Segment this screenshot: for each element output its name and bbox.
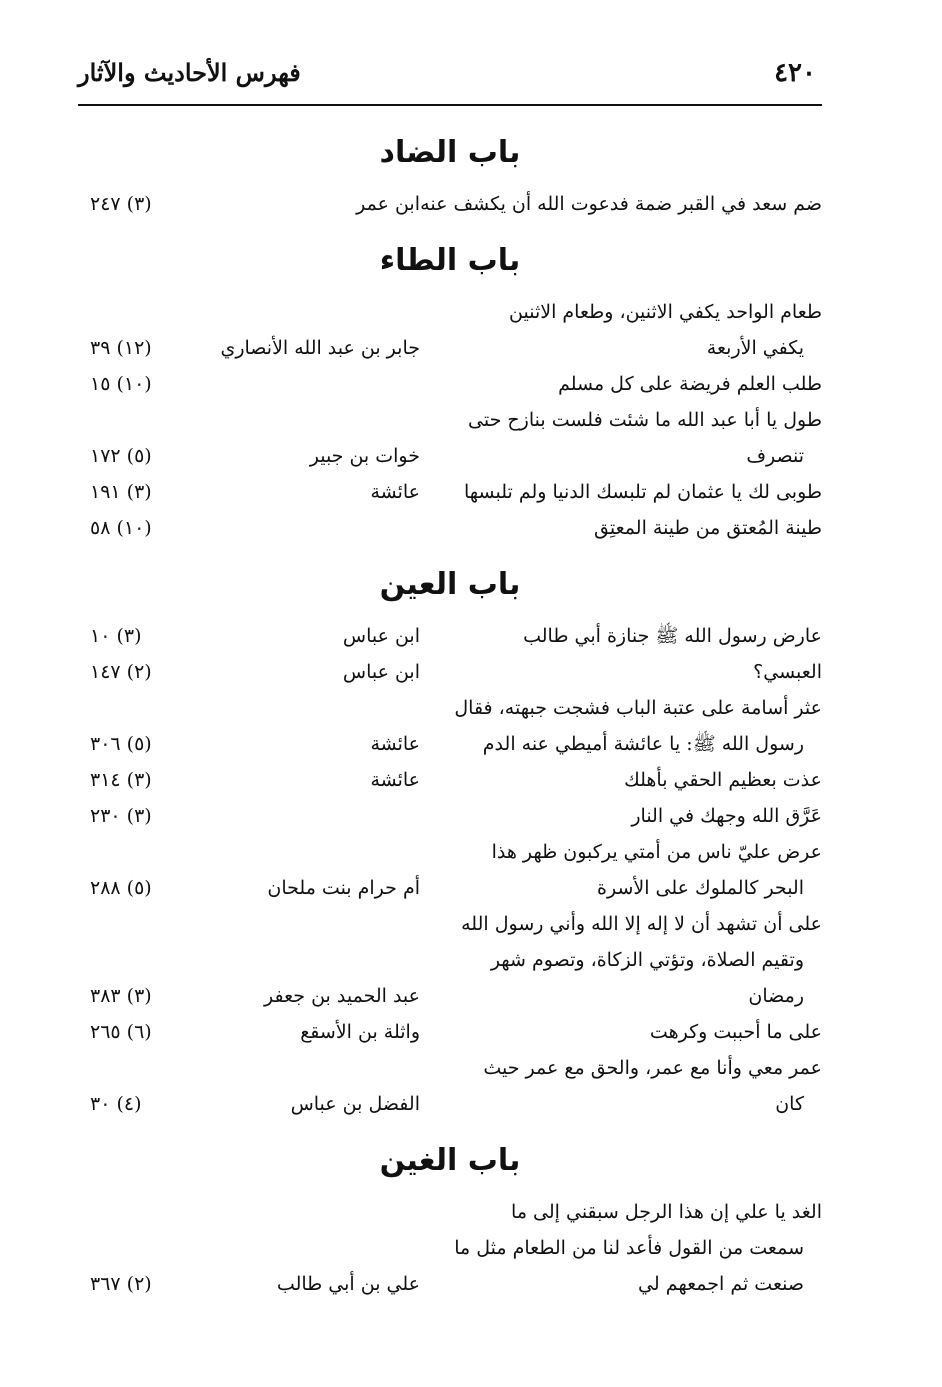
hadith-line: الغد يا علي إن هذا الرجل سبقني إلى ما	[511, 1201, 822, 1223]
narrator: الفضل بن عباس	[290, 1093, 420, 1115]
hadith-line: طول يا أبا عبد الله ما شئت فلست بنازح حتى	[468, 409, 822, 431]
volume-page-ref: (٦) ٢٦٥	[90, 1021, 152, 1043]
hadith-text	[450, 654, 822, 690]
hadith-text	[450, 294, 822, 366]
index-entry	[78, 690, 822, 762]
hadith-line: كان	[775, 1093, 804, 1115]
narrator: ابن عباس	[342, 661, 420, 683]
index-entry	[78, 762, 822, 798]
hadith-line: طوبى لك يا عثمان لم تلبسك الدنيا ولم تلبسها	[463, 481, 822, 503]
index-entry	[78, 510, 822, 546]
index-entry	[78, 906, 822, 1014]
hadith-line: عارض رسول الله ﷺ جنازة أبي طالب	[523, 625, 822, 647]
running-header	[78, 58, 820, 98]
hadith-text	[450, 1194, 822, 1302]
volume-page-ref: (٣) ١٠	[90, 625, 142, 647]
hadith-line: العبسي؟	[753, 661, 822, 683]
narrator: واثلة بن الأسقع	[300, 1021, 420, 1043]
hadith-text	[450, 906, 822, 1014]
narrator: عائشة	[370, 481, 420, 503]
index-section	[78, 128, 822, 222]
hadith-text	[450, 510, 822, 546]
narrator: ابن عباس	[342, 625, 420, 647]
header-rule	[78, 104, 822, 106]
hadith-text	[450, 402, 822, 474]
hadith-text	[450, 762, 822, 798]
hadith-line: صنعت ثم اجمعهم لي	[638, 1273, 804, 1295]
index-section	[78, 1122, 822, 1302]
hadith-line: عَرَّق الله وجهك في النار	[631, 805, 822, 827]
index-entry	[78, 1050, 822, 1122]
index-entry	[78, 186, 822, 222]
index-entry	[78, 1194, 822, 1302]
index-entry	[78, 654, 822, 690]
narrator: خوات بن جبير	[309, 445, 420, 467]
hadith-text	[450, 618, 822, 654]
hadith-text	[450, 366, 822, 402]
hadith-line: رمضان	[748, 985, 804, 1007]
hadith-line: طعام الواحد يكفي الاثنين، وطعام الاثنين	[509, 301, 822, 323]
hadith-text	[450, 798, 822, 834]
section-title: باب الطاء	[379, 243, 521, 278]
index-entry	[78, 1014, 822, 1050]
volume-page-ref: (٣) ٢٣٠	[90, 805, 152, 827]
section-title: باب العين	[379, 567, 521, 602]
hadith-line: وتقيم الصلاة، وتؤتي الزكاة، وتصوم شهر	[490, 949, 804, 971]
index-entry	[78, 402, 822, 474]
hadith-line: يكفي الأربعة	[706, 337, 804, 359]
section-gap	[78, 546, 822, 560]
narrator: عائشة	[370, 733, 420, 755]
hadith-line: عرض عليّ ناس من أمتي يركبون ظهر هذا	[491, 841, 822, 863]
hadith-line: رسول الله ﷺ: يا عائشة أميطي عنه الدم	[482, 733, 804, 755]
hadith-line: عمر معي وأنا مع عمر، والحق مع عمر حيث	[483, 1057, 822, 1079]
narrator: أم حرام بنت ملحان	[267, 877, 420, 899]
index-entry	[78, 294, 822, 366]
volume-page-ref: (١٠) ٥٨	[90, 517, 152, 539]
volume-page-ref: (٢) ١٤٧	[90, 661, 152, 683]
hadith-line: طلب العلم فريضة على كل مسلم	[558, 373, 822, 395]
hadith-line: سمعت من القول فأعد لنا من الطعام مثل ما	[454, 1237, 804, 1259]
hadith-text	[450, 1014, 822, 1050]
running-title: فهرس الأحاديث والآثار	[78, 58, 301, 87]
hadith-line: عثر أسامة على عتبة الباب فشجت جبهته، فقال	[454, 697, 822, 719]
volume-page-ref: (٤) ٣٠	[90, 1093, 142, 1115]
index-entry	[78, 834, 822, 906]
index-content	[78, 128, 822, 1302]
hadith-text	[420, 186, 822, 222]
narrator: عبد الحميد بن جعفر	[264, 985, 420, 1007]
hadith-line: على ما أحببت وكرهت	[649, 1021, 822, 1043]
section-gap	[78, 1122, 822, 1136]
hadith-text	[450, 474, 822, 510]
volume-page-ref: (٣) ١٩١	[90, 481, 152, 503]
index-entry	[78, 366, 822, 402]
volume-page-ref: (٥) ٣٠٦	[90, 733, 152, 755]
hadith-line: عذت بعظيم الحقي بأهلك	[624, 769, 822, 791]
hadith-text	[450, 1050, 822, 1122]
volume-page-ref: (١٢) ٣٩	[90, 337, 152, 359]
volume-page-ref: (١٠) ١٥	[90, 373, 152, 395]
volume-page-ref: (٥) ٢٨٨	[90, 877, 152, 899]
index-section	[78, 222, 822, 546]
volume-page-ref: (٣) ٣١٤	[90, 769, 152, 791]
index-entry	[78, 798, 822, 834]
volume-page-ref: (٣) ٣٨٣	[90, 985, 152, 1007]
narrator: جابر بن عبد الله الأنصاري	[220, 337, 420, 359]
hadith-line: البحر كالملوك على الأسرة	[597, 877, 804, 899]
hadith-text	[450, 690, 822, 762]
hadith-line: على أن تشهد أن لا إله إلا الله وأني رسول الله	[461, 913, 822, 935]
index-section	[78, 546, 822, 1122]
hadith-line: ضم سعد في القبر ضمة فدعوت الله أن يكشف عنه	[420, 193, 822, 215]
section-title: باب الضاد	[379, 135, 521, 170]
section-gap	[78, 222, 822, 236]
index-entry	[78, 618, 822, 654]
index-entry	[78, 474, 822, 510]
hadith-text	[450, 834, 822, 906]
volume-page-ref: (٣) ٢٤٧	[90, 193, 152, 215]
volume-page-ref: (٢) ٣٦٧	[90, 1273, 152, 1295]
narrator: ابن عمر	[356, 193, 420, 215]
volume-page-ref: (٥) ١٧٢	[90, 445, 152, 467]
hadith-line: تنصرف	[746, 445, 804, 467]
hadith-line: طينة المُعتق من طينة المعتِق	[594, 517, 822, 539]
section-title: باب الغين	[379, 1143, 521, 1178]
narrator: علي بن أبي طالب	[276, 1273, 420, 1295]
page-number: ٤٢٠	[774, 58, 816, 88]
narrator: عائشة	[370, 769, 420, 791]
